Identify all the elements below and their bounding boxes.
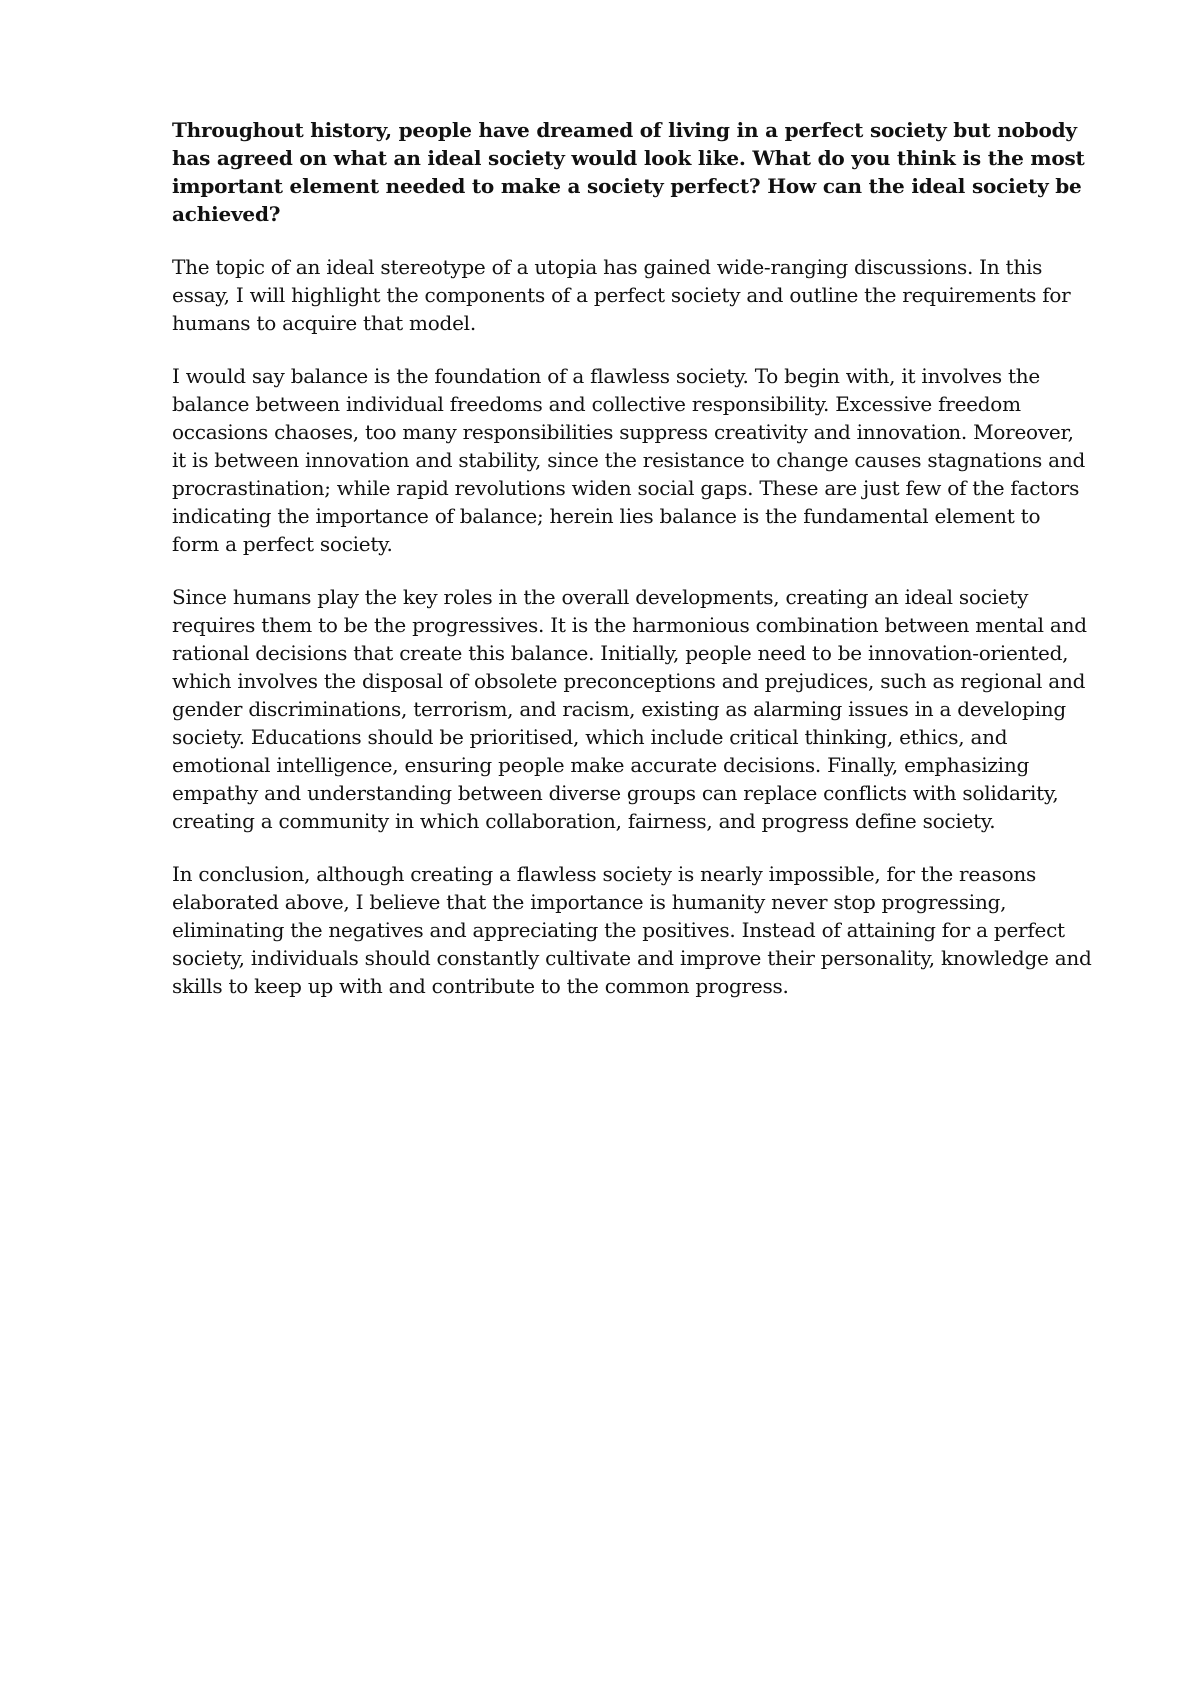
essay-paragraph-conclusion: In conclusion, although creating a flawless society is nearly impossible, for the reasons elaborated above, I believe that the importance is humanity never stop progressing, eliminating the negatives and appreciating the positives. Instead of attaining for a perfect society, individuals should constantly cultivate and improve their personality, knowledge and skills to keep up with and contribute to the common progress. xyxy=(172,862,1092,998)
essay-prompt: Throughout history, people have dreamed of living in a perfect society but nobody has agreed on what an ideal society would look like. What do you think is the most important element needed to make a society perfect? How can the ideal society be achieved? xyxy=(172,118,1085,226)
essay-paragraph-body-2: Since humans play the key roles in the overall developments, creating an ideal society requires them to be the progressives. It is the harmonious combination between mental and rational decisions that create this balance. Initially, people need to be innovation-oriented, which involves the disposal of obsolete preconceptions and prejudices, such as regional and gender discriminations, terrorism, and racism, existing as alarming issues in a developing society. Educations should be prioritised, which include critical thinking, ethics, and emotional intelligence, ensuring people make accurate decisions. Finally, emphasizing empathy and understanding between diverse groups can replace conflicts with solidarity, creating a community in which collaboration, fairness, and progress define society. xyxy=(172,585,1087,833)
essay-paragraph-body-1: I would say balance is the foundation of a flawless society. To begin with, it involves the balance between individual freedoms and collective responsibility. Excessive freedom occasions chaoses, too many responsibilities suppress creativity and innovation. Moreover, it is between innovation and stability, since the resistance to change causes stagnations and procrastination; while rapid revolutions widen social gaps. These are just few of the factors indicating the importance of balance; herein lies balance is the fundamental element to form a perfect society. xyxy=(172,364,1086,556)
essay-paragraph-introduction: The topic of an ideal stereotype of a utopia has gained wide-ranging discussions. In this essay, I will highlight the components of a perfect society and outline the requirements for humans to acquire that model. xyxy=(172,255,1071,335)
document-body xyxy=(172,116,1092,1025)
